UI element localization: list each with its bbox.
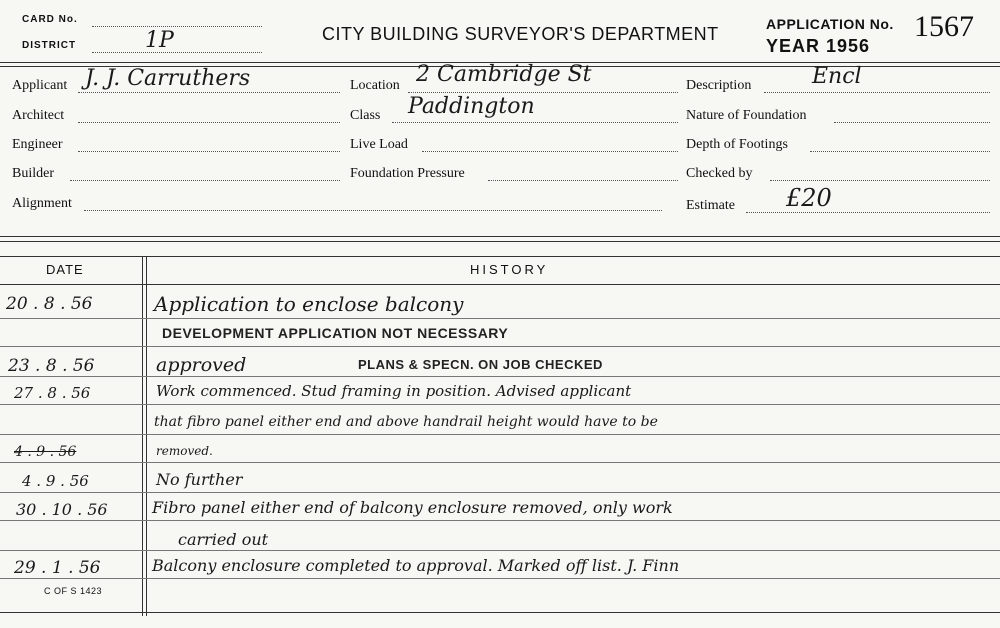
application-no-label: APPLICATION No. <box>766 16 894 32</box>
table-row-date: 30 . 10 . 56 <box>16 500 108 519</box>
description-value: Encl <box>812 64 862 89</box>
row-line <box>0 318 1000 319</box>
row-line <box>0 520 1000 521</box>
table-row-date: 29 . 1 . 56 <box>14 558 101 578</box>
date-history-divider <box>142 256 143 616</box>
table-row-text: that fibro panel either end and above handrail height would have to be <box>154 414 658 430</box>
architect-label: Architect <box>12 108 65 123</box>
location-line <box>408 92 678 93</box>
applicant-label: Applicant <box>12 78 68 93</box>
class-label: Class <box>350 108 381 123</box>
district-label: DISTRICT <box>22 40 77 51</box>
checked-by-label: Checked by <box>686 166 753 181</box>
row-line <box>0 346 1000 347</box>
table-row-date: 27 . 8 . 56 <box>14 384 91 402</box>
applicant-line <box>78 92 340 93</box>
live-load-line <box>422 151 678 152</box>
row-line <box>0 578 1000 579</box>
application-no-value: 1567 <box>914 10 974 43</box>
form-code: C OF S 1423 <box>44 586 103 596</box>
plans-checked-stamp: PLANS & SPECN. ON JOB CHECKED <box>358 357 603 372</box>
table-header-rule <box>0 284 1000 285</box>
district-line <box>92 52 262 53</box>
table-row-text: Balcony enclosure completed to approval. Marked off list. J. Finn <box>152 556 680 575</box>
builder-label: Builder <box>12 166 54 181</box>
estimate-value: £20 <box>786 184 832 212</box>
table-row-text: No further <box>156 470 243 489</box>
depth-of-footings-line <box>810 151 990 152</box>
year-label: YEAR 1956 <box>766 36 871 56</box>
description-line <box>764 92 990 93</box>
engineer-line <box>78 151 340 152</box>
row-line <box>0 376 1000 377</box>
table-top-rule <box>0 256 1000 257</box>
date-history-divider-2 <box>146 256 147 616</box>
card-no-line <box>92 26 262 27</box>
row-line <box>0 434 1000 435</box>
architect-line <box>78 122 340 123</box>
table-row-text: Work commenced. Stud framing in position. Advised applicant <box>156 382 632 400</box>
estimate-label: Estimate <box>686 198 735 213</box>
nature-of-foundation-label: Nature of Foundation <box>686 108 807 123</box>
fields-rule <box>0 236 1000 237</box>
table-row-text: Fibro panel either end of balcony enclosure removed, only work <box>152 498 673 517</box>
nature-of-foundation-line <box>834 122 990 123</box>
alignment-label: Alignment <box>12 196 72 211</box>
table-row-date: 20 . 8 . 56 <box>6 294 93 314</box>
location-value: 2 Cambridge St <box>416 62 592 87</box>
live-load-label: Live Load <box>350 137 408 152</box>
department-title: CITY BUILDING SURVEYOR'S DEPARTMENT <box>322 24 719 44</box>
table-row-date: 4 . 9 . 56 <box>22 472 89 490</box>
row-line <box>0 462 1000 463</box>
table-row-date: 23 . 8 . 56 <box>8 356 95 376</box>
alignment-line <box>84 210 662 211</box>
table-row-text: approved <box>156 354 247 376</box>
description-label: Description <box>686 78 752 93</box>
table-bottom-rule <box>0 612 1000 613</box>
history-column-header: HISTORY <box>470 262 549 277</box>
class-line <box>392 122 678 123</box>
development-stamp: DEVELOPMENT APPLICATION NOT NECESSARY <box>162 325 509 341</box>
fields-rule-2 <box>0 241 1000 242</box>
table-row-text: removed. <box>156 444 213 458</box>
row-line <box>0 404 1000 405</box>
checked-by-line <box>770 180 990 181</box>
table-row-text: Application to enclose balcony <box>154 292 464 316</box>
row-line <box>0 492 1000 493</box>
foundation-pressure-label: Foundation Pressure <box>350 166 465 181</box>
class-value: Paddington <box>408 94 535 119</box>
district-value: 1P <box>145 28 174 53</box>
table-row-text: carried out <box>178 530 269 549</box>
table-row-date-crossed: 4 . 9 . 56 <box>14 444 77 460</box>
engineer-label: Engineer <box>12 137 63 152</box>
date-column-header: DATE <box>46 262 84 277</box>
estimate-line <box>746 212 990 213</box>
row-line <box>0 550 1000 551</box>
location-label: Location <box>350 78 400 93</box>
card-no-label: CARD No. <box>22 14 78 25</box>
builder-line <box>70 180 340 181</box>
foundation-pressure-line <box>488 180 678 181</box>
depth-of-footings-label: Depth of Footings <box>686 137 788 152</box>
applicant-value: J. J. Carruthers <box>85 66 251 91</box>
